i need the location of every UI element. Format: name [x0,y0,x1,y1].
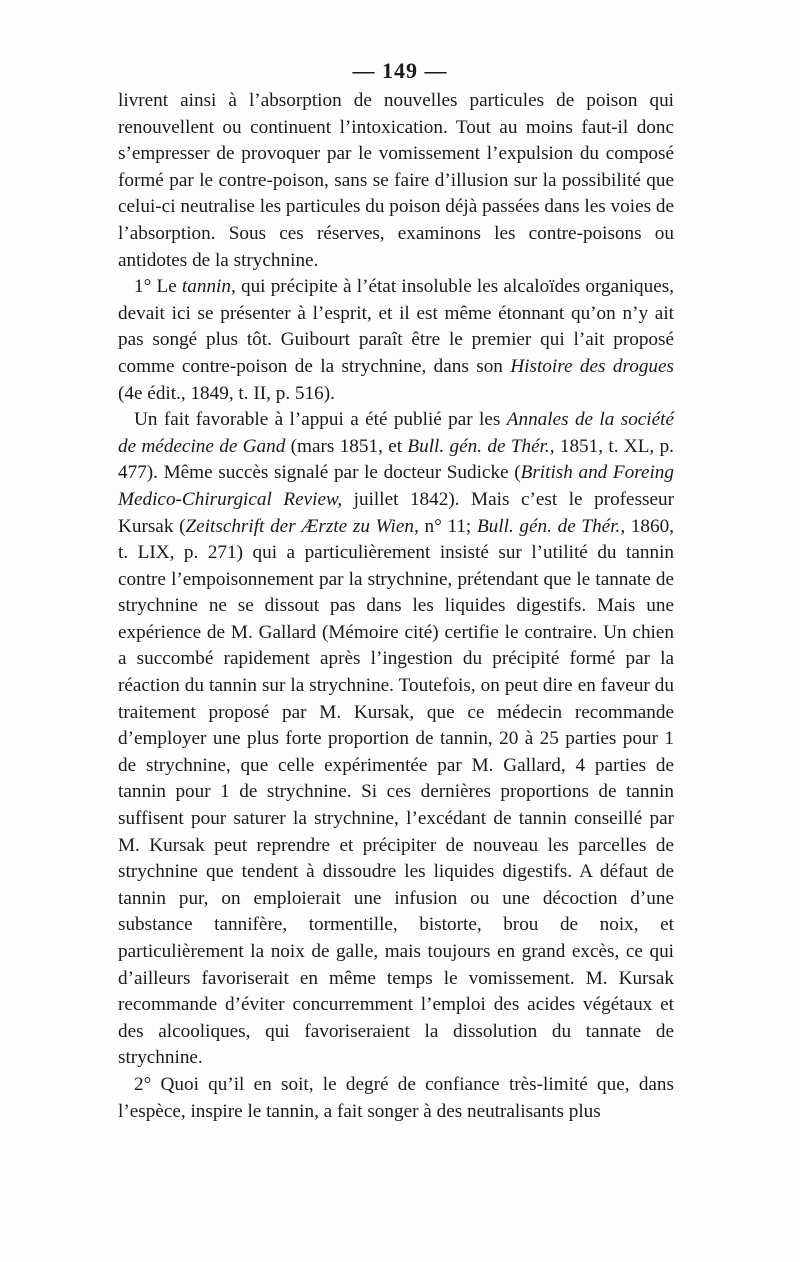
italic-text: British and Foreing Medico-Chirurgical Review, [118,462,674,510]
text-run: n° 11; [418,515,477,537]
paragraph [118,274,674,407]
text-run: livrent ainsi à l’absorption de nouvelles particules de poison qui renouvellent ou continuent l’intoxication. Tout au moins faut-il donc s’empresser de provoquer par le vomissement l’expulsion du composé formé par le contre-poison, sans se faire d’illusion sur la possibilité que celui-ci neutralise les particules du poison déjà passées dans les voies de l’absorption. Sous ces réserves, examinons les contre-poisons ou antidotes de la strychnine. [118,90,674,271]
text-run: 2° Quoi qu’il en soit, le degré de confiance très-limité que, dans l’espèce, inspire le tannin, a fait songer à des neutralisants plus [118,1073,674,1122]
paragraph [118,407,674,1072]
text-run: Un fait favorable à l’appui a été publié par les [134,409,507,431]
body-text [118,88,674,1125]
italic-text: tannin, [181,276,236,298]
italic-text: Bull. gén. de Thér., [407,435,555,457]
page-number: — 149 — [352,58,448,83]
paragraph [118,88,674,274]
paragraph [118,1072,674,1125]
italic-text: Annales de la société de médecine de Gand [118,409,675,457]
text-run: qui précipite à l’état insoluble les alcaloïdes organiques, devait ici se présenter à l’esprit, et il est même étonnant qu’on n’y ait pas songé plus tôt. Guibourt paraît être le premier qui l’ait proposé comme contre-poison de la strychnine, dans son [118,276,674,377]
text-run: 1860, t. LIX, p. 271) qui a particulièrement insisté sur l’utilité du tannin contre l’empoisonnement par la strychnine, prétendant que le tannate de strychnine ne se dissout pas dans les liquides digestifs. Mais une expérience de M. Gallard (Mémoire cité) certifie le contraire. Un chien a succombé rapidement après l’ingestion du précipité formé par la réaction du tannin sur la strychnine. Toutefois, on peut dire en faveur du traitement proposé par M. Kursak, que ce médecin recommande d’employer une plus forte proportion de tannin, 20 à 25 parties pour 1 de strychnine, que celle expérimentée par M. Gallard, 4 parties de tannin pour 1 de strychnine. Si ces dernières proportions de tannin suffisent pour saturer la strychnine, l’excédant de tannin conseillé par M. Kursak peut reprendre et précipiter de nouveau les parcelles de strychnine que tendent à dissoudre les liquides digestifs. A défaut de tannin pur, on emploierait une infusion ou une décoction d’une substance tannifère, tormentille, bistorte, brou de noix, et particulièrement la noix de galle, mais toujours en grand excès, ce qui d’ailleurs favoriserait en même temps le vomissement. M. Kursak recommande d’éviter concurremment l’emploi des acides végétaux et des alcooliques, qui favoriseraient la dissolution du tannate de strychnine. [118,515,674,1069]
text-run: (4e édit., 1849, t. II, p. 516). [118,382,335,404]
italic-text: Bull. gén. de Thér., [476,515,626,537]
text-run: 1° Le [134,276,182,298]
italic-text: Histoire des drogues [510,355,674,377]
text-run: 1851, t. XL, p. 477). Même succès signalé par le docteur Sudicke ( [118,435,674,484]
italic-text: Zeitschrift der Ærzte zu Wien, [185,515,419,537]
text-run: (mars 1851, et [285,435,408,457]
text-run: juillet 1842). Mais c’est le professeur Kursak ( [118,488,674,537]
